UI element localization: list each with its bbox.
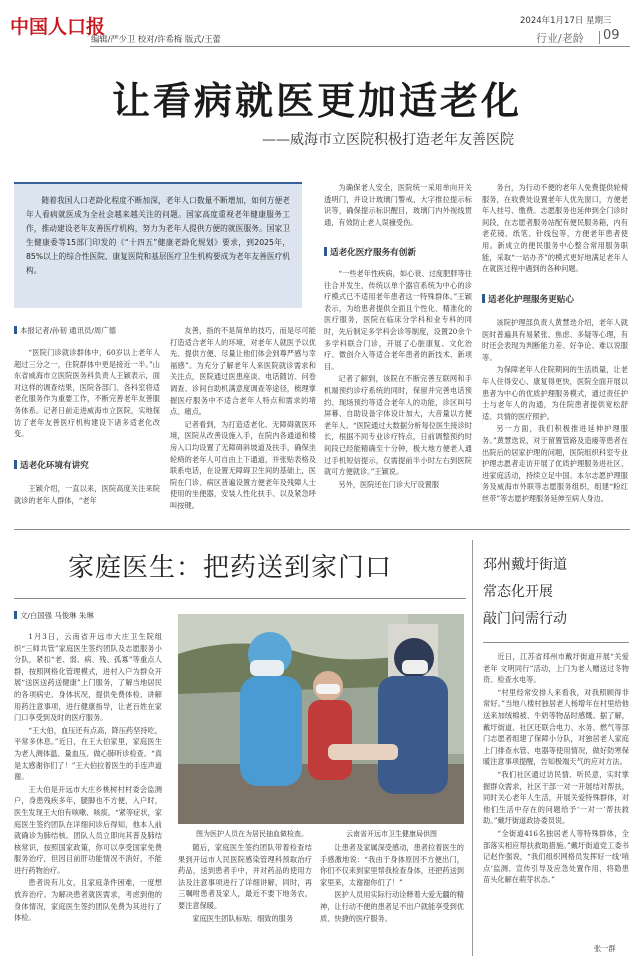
article1-column-4 xyxy=(482,182,628,286)
article3-title-line: 邳州戴圩街道 xyxy=(483,557,567,573)
article1-title: 让看病就医更加适老化 xyxy=(112,78,523,123)
section-separator xyxy=(14,529,630,530)
article1-byline: 本报记者/孙韧 通讯员/周广德 xyxy=(14,325,184,336)
lead-box xyxy=(14,182,302,308)
paragraph: “我们社区通过访民情、听民意，实时掌握群众需求，社区干部一对一开展结对帮扶，同时关心老年人生活，开展关爱特殊群体，对他们生活中存在的问题给予‘一对一’帮扶救助。”戴圩街道政协委员说。 xyxy=(483,769,629,826)
paragraph: “全街道416名独居老人等特殊群体，全部落实相应帮扶救助措施。”戴圩街道党工委书记赵作强说，“我们组织网格员发挥好一线‘哨点’监测、宣传引导及应急处置作用，将隐患苗头化解在萌芽状态。” xyxy=(483,828,629,885)
article3-title xyxy=(483,552,629,633)
article2-photo xyxy=(178,614,464,824)
byline-marker xyxy=(14,611,17,619)
article1-column-1 xyxy=(14,347,160,452)
article1-column-1b xyxy=(14,483,160,519)
subheading-nursing: 适老化护理服务更贴心 xyxy=(482,294,628,306)
paragraph: 医护人员用实际行动诠释着大爱无疆的精神，让行动不便的患者足不出户就能享受到优质、快捷的医疗服务。 xyxy=(320,890,464,923)
photo-credit: 云南省开远市卫生健康局供图 xyxy=(346,830,437,838)
paragraph: “村里经常安排人来看我，对我照顾得非常好。”当地八楼村独居老人杨增年在村里给他送来加绒棉被、牛奶等物品时感慨。据了解，戴圩街道、社区还联合电力、水务、燃气等部门志愿者组建了保障小分队，对独居老人家庭上门排查水管、电器等使用情况，做好防寒保暖注意事项提醒，告知极端天气的应对方法。 xyxy=(483,687,629,767)
masthead-rule xyxy=(90,46,630,47)
article2-column-3 xyxy=(320,842,464,956)
photo-caption: 图为医护人员在为居民抽血做检查。 xyxy=(196,830,308,838)
subheading-medical-service: 适老化医疗服务有创新 xyxy=(324,247,472,259)
article3-title-line: 敲门问需行动 xyxy=(483,611,567,627)
article3-author: 张一群 xyxy=(594,944,616,953)
subheading-environment: 适老化环境有讲究 xyxy=(14,460,160,472)
section-divider xyxy=(599,31,600,44)
sidebar-divider xyxy=(472,540,473,956)
subheading-marker xyxy=(14,460,17,469)
paragraph: 让患者及家属深受感动，患者拉着医生的手感激地说：“我由于身体原因不方便出门，你们不仅来到家里帮我检查身体，还把药送到家里来，太谢谢你们了！” xyxy=(320,843,464,887)
section-name: 行业/老龄 xyxy=(536,32,584,45)
paragraph: 家庭医生团队标贴、细致的服务 xyxy=(192,913,294,923)
paragraph: 另外，医院还在门诊大厅设置服 xyxy=(338,479,440,489)
article1-column-2 xyxy=(170,325,316,519)
article1-subtitle: ——威海市立医院积极打造老年友善医院 xyxy=(262,132,514,148)
article1-column-3 xyxy=(324,182,472,240)
paragraph: 为确保老人安全，医院统一采用单向开关透明门，并设计玻璃门警戒、大字推拉提示标识等，确保提示标识醒目，玻璃门内外视线贯通，有效防止老人误撞受伤。 xyxy=(324,183,472,227)
photo-illustration xyxy=(178,614,464,824)
article3-title-line: 常态化开展 xyxy=(483,584,553,600)
article2-column-1 xyxy=(14,631,162,956)
article1-column-3b xyxy=(324,268,472,519)
paragraph: 另一方面，我们积极推进延伸护理服务。”黄慧迭说，对于留置管路及造瘘等患者在出院后的居家护理的问题，医院组织科室专业护理志愿者走访开展了优质护理服务进社区、进家庭活动，持续立足中国、本尔志愿护理服务及威海市外联等志愿服务组织，组建“粉红丝带”等志愿护理服务延伸至病人身边。 xyxy=(482,424,628,503)
editor-credits: 编辑/严少卫 校对/许希梅 版式/王蕾 xyxy=(91,34,221,44)
paragraph: 患者说有儿女，且家庭条件困难，一度想放弃治疗。为解决患者就医需求，考虑到他的身体情况，家庭医生签约团队免费为其进行了体检。 xyxy=(14,878,162,923)
subheading-marker xyxy=(482,294,485,303)
issue-date: 2024年1月17日 星期三 xyxy=(520,16,612,26)
byline-marker xyxy=(14,326,17,334)
article1-column-4b xyxy=(482,317,628,519)
paragraph: “王大伯，血压还有点高，降压药坚持吃，平常多休息。”近日，在王大伯家里，家庭医生为老人测体温、量血压、做心肺听诊检查。“真是太感谢你们了！”王大伯拉着医生的手连声道谢。 xyxy=(14,725,162,782)
newspaper-logo: 中国人口报 xyxy=(10,16,106,38)
article3-body xyxy=(483,651,629,941)
subheading-marker xyxy=(324,247,327,256)
paragraph: “一些老年性疾病，如心衰、过度肥胖等往往合并发生，传统以单个器官系统为中心的诊疗模式已不适用老年患者这一特殊群体。”王颖表示，为给患者提供全面且个性化、精准化的医疗服务，医院在临床分学科和业专科的同时，先后制定多学科会诊等制度，设置20余个多学科联合门诊，开展了心脏康复、文化治疗、微创介入等适合老年患者的新技术、新项目。 xyxy=(324,269,472,371)
lead-text: 随着我国人口老龄化程度不断加深，老年人口数量不断增加，如何方便老年人看病就医成为全社会越来越关注的问题。国家高度重视老年健康服务工作，推动建设老年友善医疗机构，努力为老年人提供方便的就医服务。国家卫生健康委等15部门印发的《“十四五”健康老龄化规划》要求，到2025年，85%以上的综合性医院、康复医院和基层医疗卫生机构要成为老年友善医疗机构。 xyxy=(26,196,290,275)
paragraph: 该院护理部负责人黄慧迭介绍，老年人就医时普遍具有易紧张、焦虑、多疑等心理，有时还会表现为判断能力差、好争论、难以说服等。 xyxy=(482,318,628,362)
paragraph: “医院门诊就诊群体中，60岁以上老年人超过三分之一，住院群体中更是接近一半。”山东省威海市立医院医务科负责人王颖表示，面对这样的调查结果，医院各部门、各科室将适老化服务作为重要工作，不断完善老年友善服务体系。记者日前走进威海市立医院，实地探访了老年友善医疗机构建设下诸多适老化改变。 xyxy=(14,348,160,439)
page-number: 09 xyxy=(603,28,620,43)
article2-title: 家庭医生：把药送到家门口 xyxy=(68,553,393,583)
paragraph: 近日，江苏省邳州市戴圩街道开展“关爱老年 文明同行”活动，上门为老人赠送过冬物资、检查水电等。 xyxy=(483,652,629,685)
paragraph: 务台，为行动不便的老年人免费提供轮椅服务，在收费处设置老年人优先窗口，方便老年人挂号、缴费。志愿服务也延伸到全门诊时间段，在志愿者服务站配有便民服务箱，内有老花镜、纸笔、针线包等，方便老年患者使用。新成立的便民服务中心整合常用服务职能，采取“一站办齐”的模式更好地满足老年人在就医过程中遇到的各种问题。 xyxy=(482,183,628,274)
paragraph: 王颖介绍，一直以来，医院高度关注来院就诊的老年人群体，“老年 xyxy=(14,484,160,505)
paragraph: 随后，家庭医生签约团队带着检查结果到开远市人民医院感染管理科预取治疗药品，送到患者手中，并对药品的使用方法及注意事项进行了详细讲解，同时，再三嘱咐患者及家人，最近不要下地务农，要注意保暖。 xyxy=(178,843,312,910)
paragraph: 记者了解到，该院在不断完善互联网和手机端预约诊疗系统的同时，保留并完善电话预约、现场预约等适合老年人的功能，诊区叫号屏幕、自助设备字体设计加大，大音量以方便老年人。“医院通过大数据分析每位医生接诊时长，根据不同专业诊疗特点，日前调整预约时间段已经能精确至十分钟，极大地方便老人通过手机短信提示，仅需提前半小时左右到医院就可方便就诊。”王颖说。 xyxy=(324,374,472,477)
masthead xyxy=(0,0,640,48)
article2-title-rule xyxy=(14,598,466,599)
paragraph: 友善，指的不是简单的技巧，而是尽可能打造适合老年人的环境，对老年人就医予以优先、提供方便、尽量让他们体会到尊严感与幸福感”。为充分了解老年人来医院就诊需求和关注点，医院通过医患座谈、电话随访、问卷调查、诊间自助机满意度调查等途径，梳理掌握医疗服务中不适合老年人特点和需求的堵点、痛点。 xyxy=(170,326,316,417)
article2-column-2 xyxy=(178,842,312,956)
paragraph: 1月3日，云南省开远市大庄卫生院组织“三师共管”家庭医生签约团队及志愿服务小分队，紧扣“老、弱、病、残、孤寡”等重点人群，按照网格化管理模式，进村入户为群众开展“送医送药送健康”上门服务，了解当地居民的各项病史、身体状况，提供免费体检、讲解用药注意事项，进行健康指导，让老百姓在家门口享受到及时的医疗服务。 xyxy=(14,632,162,723)
article2-byline: 文/白国强 马俊琳 朱琳 xyxy=(14,610,160,621)
paragraph: 记者看到，为打造适老化、无障碍就医环境，医院从改善设施入手，在院内各通道和楼房入口均设置了无障碍斜坡道及扶手，确保坐轮椅的老年人可自由上下通道，并张贴表格及联系电话，在设置无障碍卫生间的基础上，医院在门诊、病区普遍设置方便老年及残障人士使用的坐便器，安装人性化扶手、以及紧急呼叫按键。 xyxy=(170,419,316,510)
paragraph: 为保障老年人住院期间的生活质量，让老年人住得安心、康复得更快，医院全面开展以患者为中心的优质护理服务模式，通过责任护士与老年人的沟通，为住院患者提供宽松舒适、共情的医疗照护。 xyxy=(482,365,628,421)
paragraph: 王大伯是开远市大庄乡桃树村村委会监测户，身患残疾多年，腿脚也不方便，入户时，医生发现王大伯有咳嗽、咳痰。“紧等症状，家庭医生签约团队在详细问诊后得知，他本人前就确诊为肺结核。团队人员立即向其普及肺结核常识，按照国家政策，你可以享受国家免费服务治疗，但因目前肝功能情况不消好，不能进行药物治疗。 xyxy=(14,784,162,875)
article3-title-rule xyxy=(483,642,629,643)
